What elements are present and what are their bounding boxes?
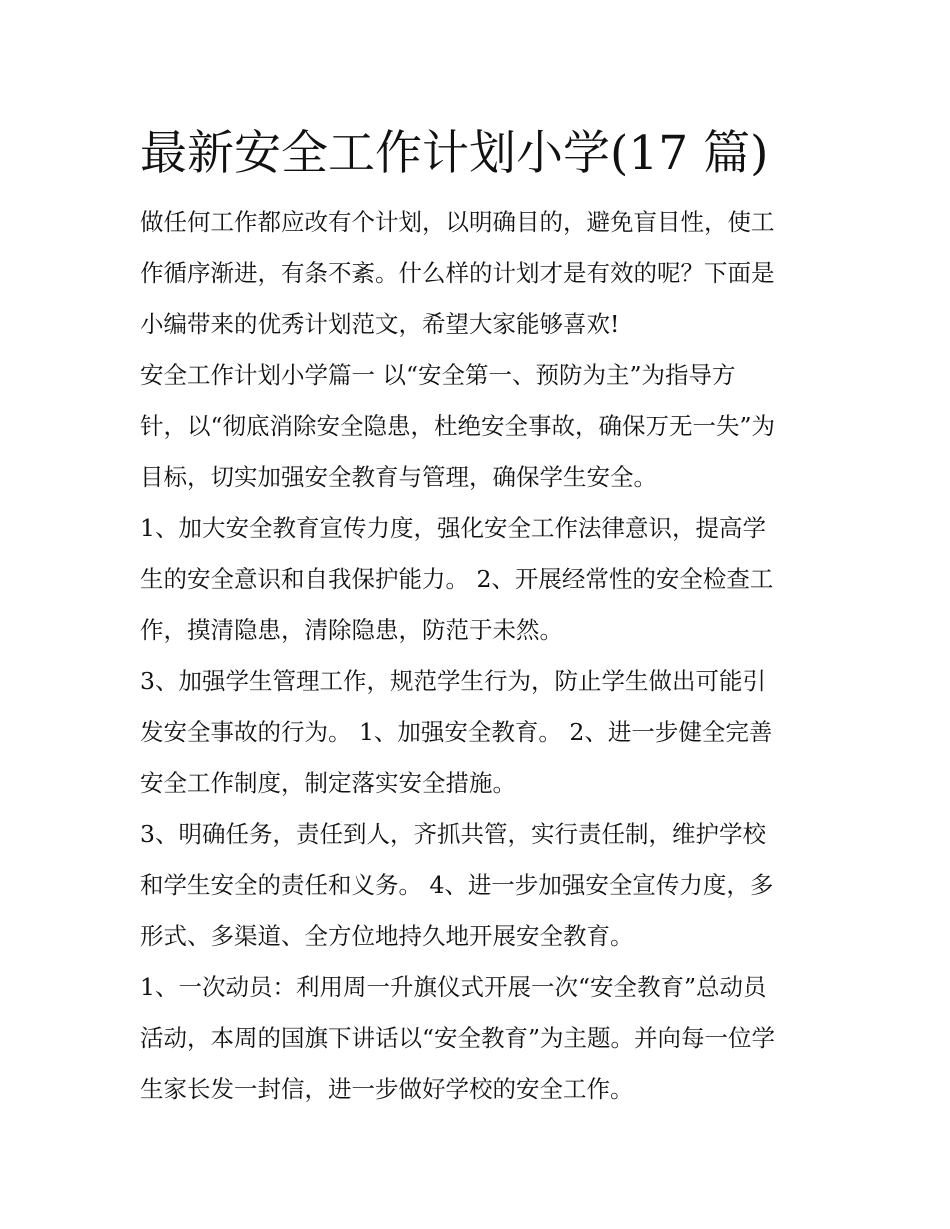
text-line: 形式、多渠道、全方位地持久地开展安全教育。	[140, 922, 634, 950]
text-line: 做任何工作都应改有个计划，以明确目的，避免盲目性，使工	[140, 208, 775, 236]
text-line: 和学生安全的责任和义务。 4、进一步加强安全宣传力度，多	[140, 871, 774, 899]
text-line: 生的安全意识和自我保护能力。 2、开展经常性的安全检查工	[140, 565, 774, 593]
text-line: 安全工作制度，制定落实安全措施。	[140, 769, 516, 797]
text-line: 目标，切实加强安全教育与管理，确保学生安全。	[140, 463, 657, 491]
text-line: 3、明确任务，责任到人，齐抓共管，实行责任制，维护学校	[140, 820, 766, 848]
text-line: 小编带来的优秀计划范文，希望大家能够喜欢!	[140, 310, 620, 338]
text-line: 安全工作计划小学篇一 以“安全第一、预防为主”为指导方	[140, 361, 736, 389]
text-line: 作循序渐进，有条不紊。什么样的计划才是有效的呢？下面是	[140, 259, 775, 287]
text-line: 3、加强学生管理工作，规范学生行为，防止学生做出可能引	[140, 667, 766, 695]
document-title: 最新安全工作计划小学(17 篇)	[140, 126, 769, 181]
text-line: 1、一次动员：利用周一升旗仪式开展一次“安全教育”总动员	[140, 973, 767, 1001]
text-line: 针，以“彻底消除安全隐患，杜绝安全事故，确保万无一失”为	[140, 412, 776, 440]
text-line: 1、加大安全教育宣传力度，强化安全工作法律意识，提高学	[140, 514, 766, 542]
text-line: 生家长发一封信，进一步做好学校的安全工作。	[140, 1075, 634, 1103]
text-line: 活动，本周的国旗下讲话以“安全教育”为主题。并向每一位学	[140, 1024, 776, 1052]
document-body	[140, 197, 815, 1115]
text-line: 发安全事故的行为。 1、加强安全教育。 2、进一步健全完善	[140, 718, 773, 746]
text-line: 作，摸清隐患，清除隐患，防范于未然。	[140, 616, 563, 644]
